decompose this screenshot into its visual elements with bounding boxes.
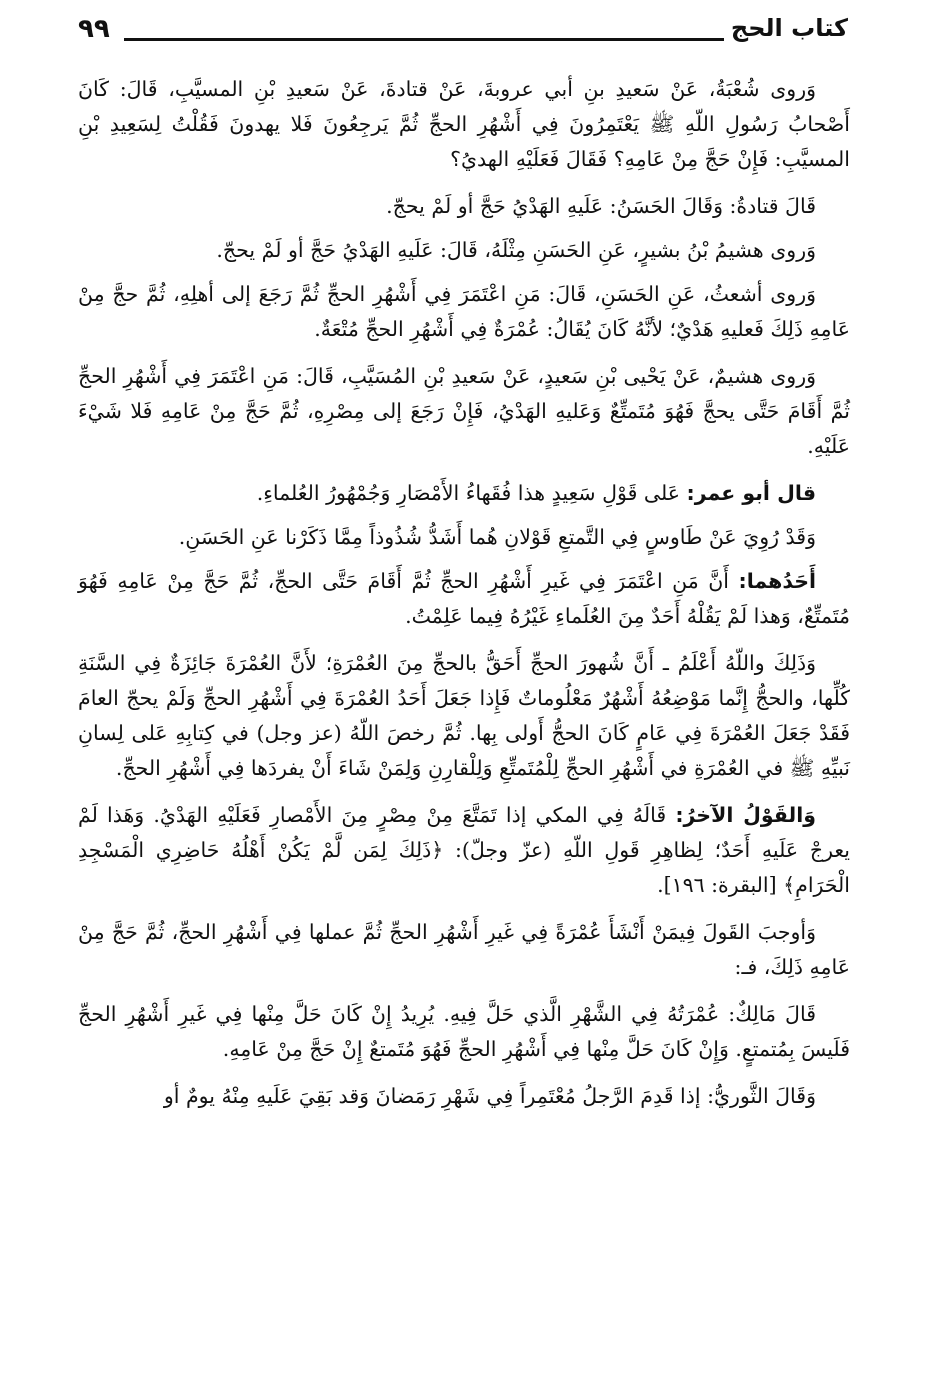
- paragraph-text: وَذَلِكَ واللّهُ أَعْلَمُ ـ أَنَّ شُهورَ الحجِّ أَحَقُّ بالحجِّ مِنَ العُمْرَةِ؛ لأَنَّ العُمْرَةَ جَائِزَةٌ فِي السَّنَةِ كُلِّها، والحجُّ إِنَّما مَوْضِعُهُ أَشْهُرٌ مَعْلُوماتٌ فَإِذا جَعَلَ أَحَدُ العُمْرَةَ فِي أَشْهُرِ الحجِّ وَلَمْ يحجّ العامَ فَقَدْ جَعَلَ العُمْرَةَ فِي عَامٍ كَانَ الحجُّ أَولى بِها. ثُمَّ رخصَ اللّهُ (عز وجل) في كِتابِهِ عَلى لِسانِ نَبيِّهِ ﷺ في العُمْرَةِ في أَشْهُرِ الحجِّ لِلْمُتَمتِّعِ وَلِلْقارِنِ وَلِمَنْ شَاءَ أَنْ يفردَها فِي أَشْهُرِ الحجِّ.: [78, 651, 850, 780]
- paragraph: [78, 359, 850, 464]
- paragraph-text: وَأوجبَ القَولَ فِيمَنْ أَنْشَأَ عُمْرَةً فِي غَيرِ أَشْهُرِ الحجِّ ثُمَّ عملها فِي أَشْهُرِ الحجِّ، ثُمَّ حَجَّ مِنْ عَامِهِ ذَلِكَ، فـ:: [78, 920, 850, 979]
- paragraph-lead: قال أبو عمر:: [686, 481, 816, 505]
- paragraph-text: وَقَالَ الثَّوريُّ: إذا قَدِمَ الرَّجلُ مُعْتَمِراً فِي شَهْرِ رَمَضانَ وَقد بَقِيَ عَلَيهِ مِنْهُ يومٌ أو: [163, 1084, 816, 1108]
- header-rule: [124, 38, 724, 41]
- paragraph: [78, 233, 850, 268]
- paragraph: [78, 564, 850, 634]
- paragraph-text: وَروى هشيمُ بْنُ بشيرٍ، عَنِ الحَسَنِ مِثْلَهُ، قَالَ: عَلَيهِ الهَدْيُ حَجَّ أو لَمْ يحجّ.: [216, 238, 816, 262]
- paragraph: [78, 277, 850, 347]
- paragraph-text: قَالَ مَالِكٌ: عُمْرَتُهُ فِي الشَّهْرِ الَّذي حَلَّ فِيهِ. يُرِيدُ إِنْ كَانَ حَلَّ مِنْها فِي غَيرِ أَشْهُرِ الحجِّ فَلَيسَ بِمُتمتعٍ. وَإِنْ كَانَ حَلَّ مِنْها فِي أَشْهُرِ الحجِّ فَهُوَ مُتَمتعٌ إِنْ حَجَّ مِنْ عَامِهِ.: [78, 1002, 850, 1061]
- paragraph: [78, 476, 850, 511]
- paragraph: [78, 72, 850, 177]
- book-title: كتاب الحج: [730, 14, 848, 42]
- paragraph: [78, 646, 850, 786]
- paragraph-text: قَالَ قتادةُ: وَقَالَ الحَسَنُ: عَلَيهِ الهَدْيُ حَجَّ أو لَمْ يحجّ.: [386, 194, 816, 218]
- paragraph-text: وَقَدْ رُوِيَ عَنْ طَاوسٍ فِي التَّمتعِ قَوْلانِ هُما أَشَدُّ شُذُوذاً مِمَّا ذَكَرْنا عَنِ الحَسَنِ.: [178, 525, 816, 549]
- paragraph-text: وَروى شُعْبَةُ، عَنْ سَعيدِ بنِ أبي عروبةَ، عَنْ قتادةَ، عَنْ سَعيدِ بْنِ المسيَّبِ، قَالَ: كَانَ أَصْحابُ رَسُولِ اللّهِ ﷺ يَعْتَمِرُونَ فِي أَشْهُرِ الحجِّ ثُمَّ يَرجِعُونَ فَلا يهدونَ فَقُلْتُ لِسَعِيدِ بْنِ المسيَّبِ: فَإِنْ حَجَّ مِنْ عَامِهِ؟ فَقَالَ فَعَلَيْهِ الهديُ؟: [78, 77, 850, 171]
- running-head: [78, 12, 848, 54]
- paragraph: [78, 798, 850, 903]
- paragraph: [78, 189, 850, 224]
- paragraph: [78, 520, 850, 555]
- body-text: [78, 72, 850, 1126]
- paragraph-lead: وَالقَوْلُ الآخرُ:: [675, 803, 817, 827]
- paragraph-lead: أَحَدُهما:: [738, 569, 816, 593]
- page-number: ٩٩: [78, 14, 110, 44]
- paragraph-text: قَالَهُ فِي المكي إذا تَمَتَّعَ مِنْ مِصْرٍ مِنَ الأَمْصارِ فَعَلَيْهِ الهَدْيُ. وَهَذا لَمْ يعرجْ عَلَيهِ أَحَدٌ؛ لِظاهِرِ قَولِ اللّهِ (عزّ وجلّ): ﴿ذَلِكَ لِمَن لَّمْ يَكُنْ أَهْلُهُ حَاضِرِي الْمَسْجِدِ الْحَرَامِ﴾ [البقرة: ١٩٦].: [78, 803, 850, 897]
- paragraph: [78, 915, 850, 985]
- paragraph-text: أَنَّ مَنِ اعْتَمَرَ فِي غَيرِ أَشْهُرِ الحجِّ ثُمَّ أَقَامَ حَتَّى الحجِّ، ثُمَّ حَجَّ مِنْ عَامِهِ فَهُوَ مُتَمتِّعٌ، وَهذا لَمْ يَقُلْهُ أَحَدٌ مِنَ العُلَماءِ غَيْرُهُ فِيما عَلِمْتُ.: [78, 569, 850, 628]
- paragraph-text: وَروى هشيمٌ، عَنْ يَحْيى بْنِ سَعيدٍ، عَنْ سَعيدِ بْنِ المُسَيَّبِ، قَالَ: مَنِ اعْتَمَرَ فِي أَشْهُرِ الحجِّ ثُمَّ أَقَامَ حَتَّى يحجَّ فَهُوَ مُتَمتِّعٌ وَعَليهِ الهَدْيُ، فَإِنْ رَجَعَ إلى مِصْرِهِ، ثُمَّ حَجَّ مِنْ عَامِهِ فَلا شَيْءَ عَلَيْهِ.: [78, 364, 850, 458]
- paragraph-text: عَلى قَوْلِ سَعِيدٍ هذا فُقَهاءُ الأَمْصَارِ وَجُمْهُورُ العُلماءِ.: [256, 481, 687, 505]
- paragraph-text: وَروى أشعثُ، عَنِ الحَسَنِ، قَالَ: مَنِ اعْتَمَرَ فِي أَشْهُرِ الحجِّ ثُمَّ رَجَعَ إلى أهلِهِ، ثُمَّ حجَّ مِنْ عَامِهِ ذَلِكَ فَعليهِ هَدْيٌ؛ لأنَّهُ كَانَ يُقَالُ: عُمْرَةٌ فِي أَشْهُرِ الحجِّ مُتْعَةٌ.: [78, 282, 850, 341]
- paragraph: [78, 997, 850, 1067]
- paragraph: [78, 1079, 850, 1114]
